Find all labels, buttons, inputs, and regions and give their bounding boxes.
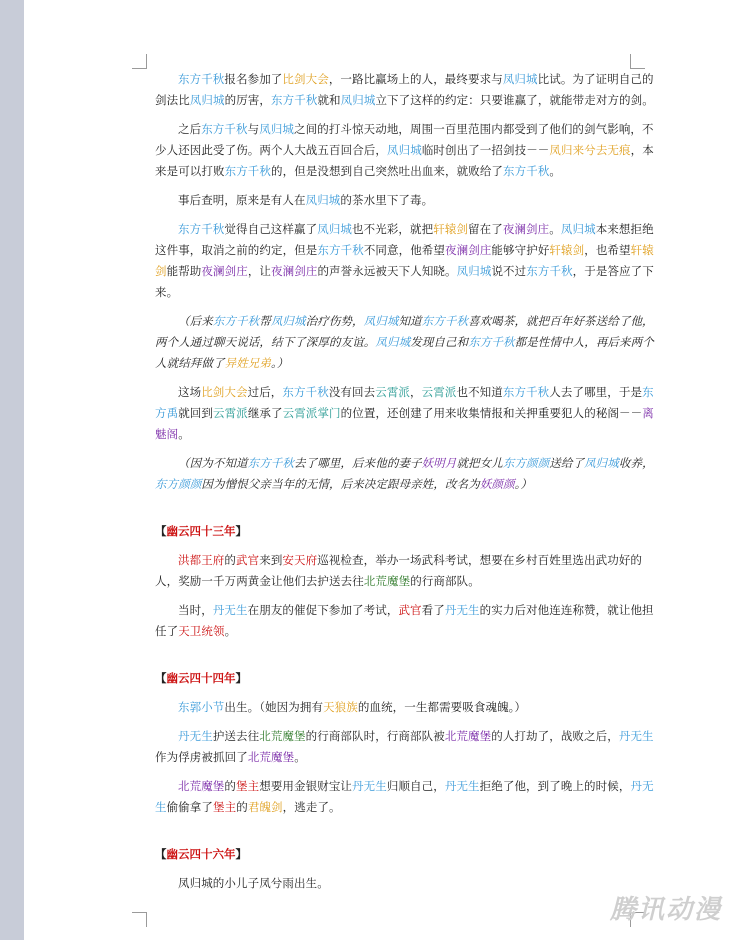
crop-mark-top-right [630, 54, 645, 69]
text-run: 】 [235, 524, 247, 538]
highlighted-term: 凤归城 [584, 456, 619, 470]
document-page [24, 0, 734, 940]
paragraph [155, 873, 655, 894]
text-run: 看了 [421, 603, 445, 617]
paragraph [155, 776, 655, 818]
highlighted-term: 洪都王府 [178, 553, 225, 567]
text-run: 送给了 [549, 456, 585, 470]
highlighted-term: 武官 [236, 553, 260, 567]
text-run: ，一路比赢场上的人，最终要求与 [328, 72, 503, 86]
highlighted-term: 北荒魔堡 [247, 750, 295, 764]
text-run: 【 [155, 847, 167, 861]
text-run: 的声誉永远被天下人知晓。 [317, 264, 457, 278]
paragraph [155, 550, 655, 592]
text-run: 想要用金银财宝让 [259, 779, 353, 793]
text-run: 能够守护好 [491, 243, 550, 257]
text-run: 去了哪里，后来他的妻子 [294, 456, 422, 470]
highlighted-term: 凤归城 [259, 122, 295, 136]
year-heading [155, 521, 655, 542]
highlighted-term: 东方千秋 [526, 264, 573, 278]
text-run: 之间的打斗惊天动地，周围一百里范围内都受到了他们的剑气影响，不少人还因此受了伤。两个人大战五百回合后， [155, 122, 654, 157]
text-run: 收养， [618, 456, 654, 470]
highlighted-term: 夜澜剑庄 [445, 243, 492, 257]
highlighted-term: 云霄派掌门 [282, 406, 341, 420]
paragraph [155, 600, 655, 642]
text-run: （因为不知道 [178, 456, 248, 470]
highlighted-term: 夜澜剑庄 [502, 222, 550, 236]
crop-mark-top-left [132, 54, 147, 69]
highlighted-term: 凤归城 [317, 222, 353, 236]
text-run: 的人打劫了，战败之后， [491, 729, 619, 743]
text-run: 的行商部队。 [410, 574, 480, 588]
text-run: 比试。为了证明自己的剑法比 [155, 72, 654, 107]
text-run: ， [410, 385, 422, 399]
highlighted-term: 异姓兄弟 [224, 356, 272, 370]
highlighted-term: 凤归城 [189, 93, 225, 107]
text-run: 能帮助 [166, 264, 202, 278]
text-run: 觉得自己这样赢了 [224, 222, 318, 236]
highlighted-term: 东方千秋 [502, 385, 550, 399]
crop-mark-bottom-left [132, 912, 147, 927]
paragraph [155, 119, 655, 182]
text-run: 出生。（ [224, 700, 266, 714]
text-run: 的位置，还创建了用来收集情报和关押重要犯人的秘阁－－ [340, 406, 643, 420]
highlighted-term: 堡主 [213, 800, 237, 814]
highlighted-term: 东郭小节 [178, 700, 225, 714]
highlighted-term: 东方千秋 [212, 314, 260, 328]
highlighted-term: 离魅阁 [155, 406, 654, 441]
text-run: 的 [224, 779, 237, 793]
highlighted-term: 东方禹 [155, 385, 654, 420]
highlighted-term: 幽云四十四年 [166, 671, 236, 685]
paragraph [155, 453, 655, 495]
text-run: 。） [514, 477, 533, 491]
year-heading [155, 844, 655, 865]
text-run: 知道 [398, 314, 422, 328]
highlighted-term: 东方千秋 [503, 164, 550, 178]
text-run: ，也希望 [584, 243, 631, 257]
text-run: 的行商部队时，行商部队被 [305, 729, 445, 743]
highlighted-term: 比剑大会 [282, 72, 329, 86]
text-run: 的血统，一生都需要吸食魂魄。） [357, 700, 527, 714]
highlighted-term: 天卫统领 [178, 624, 225, 638]
highlighted-term: 轩辕剑 [433, 222, 469, 236]
text-run: 】 [235, 671, 247, 685]
text-run: 拒绝了他，到了晚上的时候， [479, 779, 631, 793]
text-run: 的，但是没想到自己突然吐出血来，就败给了 [271, 164, 504, 178]
text-run: 作为俘虏被抓回了 [155, 750, 248, 764]
highlighted-term: 凤归城 [305, 193, 341, 207]
text-run: 事后查明，原来是有人在 [178, 193, 306, 207]
highlighted-term: 云霄派 [213, 406, 248, 420]
text-run: 的实力后对他连连称赞，就让他担任了 [155, 603, 654, 638]
paragraph [155, 69, 655, 111]
highlighted-term: 凤归城 [387, 143, 422, 157]
text-run: 与 [247, 122, 260, 136]
text-run: 就把女儿 [456, 456, 503, 470]
highlighted-term: 丹无生 [444, 603, 480, 617]
text-run: 立下了这样的约定：只要谁赢了，就能带走对方的剑。 [375, 93, 654, 107]
highlighted-term: 北荒魔堡 [259, 729, 306, 743]
text-run: 。 [294, 750, 306, 764]
text-run: 这场 [178, 385, 202, 399]
highlighted-term: 妖颜颜 [479, 477, 515, 491]
paragraph [155, 219, 655, 303]
text-run: 【 [155, 671, 167, 685]
text-run: 帮 [259, 314, 271, 328]
text-run: 护送去往 [212, 729, 260, 743]
text-run: ，于是答应了下来。 [155, 264, 654, 299]
text-run: 的茶水里下了毒。 [340, 193, 434, 207]
paragraph [155, 697, 655, 718]
text-run: 归顺自己， [386, 779, 445, 793]
text-run: 就和 [317, 93, 341, 107]
highlighted-term: 丹无生 [352, 779, 387, 793]
highlighted-term: 君魄剑 [247, 800, 283, 814]
text-run: 就回到 [178, 406, 214, 420]
highlighted-term: 夜澜剑庄 [271, 264, 318, 278]
text-run: 人去了哪里，于是 [549, 385, 643, 399]
highlighted-term: 东方千秋 [178, 222, 225, 236]
text-run: 也不光彩，就把 [352, 222, 434, 236]
text-run: 。） [271, 356, 289, 370]
text-run: 当时， [178, 603, 213, 617]
highlighted-term: 东方千秋 [282, 385, 329, 399]
highlighted-term: 轩辕剑 [155, 243, 654, 278]
text-run: 不同意，他希望 [363, 243, 446, 257]
highlighted-term: 比剑大会 [201, 385, 248, 399]
paragraph [155, 726, 655, 768]
highlighted-term: 凤归来兮去无痕 [549, 143, 631, 157]
highlighted-term: 天狼族 [323, 700, 358, 714]
text-run: ，让 [247, 264, 272, 278]
text-run: 的 [224, 553, 237, 567]
highlighted-term: 北荒魔堡 [178, 779, 225, 793]
highlighted-term: 堡主 [236, 779, 260, 793]
text-run: 她因为拥有 [265, 700, 324, 714]
text-run: 。 [178, 427, 190, 441]
year-heading [155, 668, 655, 689]
highlighted-term: 东方千秋 [468, 335, 515, 349]
highlighted-term: 丹无生 [618, 729, 654, 743]
text-run: 本来想拒绝这件事，取消之前的约定，但是 [155, 222, 654, 257]
highlighted-term: 武官 [398, 603, 422, 617]
document-body [155, 69, 655, 902]
text-run: 来到 [259, 553, 283, 567]
text-run: 报名参加了 [224, 72, 283, 86]
highlighted-term: 东方千秋 [247, 456, 295, 470]
highlighted-term: 云霄派 [375, 385, 411, 399]
highlighted-term: 安天府 [282, 553, 318, 567]
highlighted-term: 北荒魔堡 [444, 729, 492, 743]
highlighted-term: 丹无生 [444, 779, 480, 793]
text-run: 也不知道 [456, 385, 503, 399]
highlighted-term: 云霄派 [421, 385, 457, 399]
text-run: 巡视检查，举办一场武科考试，想要在乡村百姓里选出武功好的人，奖励一千万两黄金让他们去护送去往 [155, 553, 643, 588]
highlighted-term: 凤归城 [560, 222, 596, 236]
text-run: 临时创出了一招剑技－－ [421, 143, 550, 157]
text-run: 继承了 [247, 406, 283, 420]
highlighted-term: 轩辕剑 [549, 243, 585, 257]
text-run: 治疗伤势， [305, 314, 364, 328]
highlighted-term: 丹无生 [155, 779, 654, 814]
text-run: 之后 [178, 122, 202, 136]
highlighted-term: 凤归城 [456, 264, 492, 278]
highlighted-term: 东方千秋 [224, 164, 272, 178]
text-run: 说不过 [491, 264, 527, 278]
paragraph [155, 382, 655, 445]
text-run: 。 [549, 222, 561, 236]
text-run: 在朋友的催促下参加了考试， [247, 603, 399, 617]
text-run: 凤归城的小儿子凤兮雨出生。 [178, 876, 329, 890]
highlighted-term: 夜澜剑庄 [201, 264, 248, 278]
highlighted-term: 东方千秋 [317, 243, 364, 257]
highlighted-term: 东方千秋 [421, 314, 469, 328]
highlighted-term: 幽云四十三年 [166, 524, 236, 538]
highlighted-term: 北荒魔堡 [363, 574, 411, 588]
text-run: ，逃走了。 [282, 800, 341, 814]
highlighted-term: 东方颜颜 [155, 477, 202, 491]
text-run: 。 [224, 624, 237, 638]
highlighted-term: 东方千秋 [201, 122, 248, 136]
text-run: 。 [549, 164, 562, 178]
text-run: 】 [235, 847, 247, 861]
highlighted-term: 凤归城 [502, 72, 538, 86]
text-run: 发现自己和 [410, 335, 469, 349]
text-run: 偷偷拿了 [166, 800, 214, 814]
highlighted-term: 丹无生 [212, 603, 248, 617]
text-run: 的 [236, 800, 248, 814]
highlighted-term: 妖明月 [421, 456, 457, 470]
text-run: 【 [155, 524, 167, 538]
watermark-logo: 腾讯动漫 [609, 895, 722, 925]
highlighted-term: 东方颜颜 [502, 456, 550, 470]
text-run: 都是性情中人，再后来两个人就结拜做了 [155, 335, 654, 370]
highlighted-term: 丹无生 [178, 729, 213, 743]
highlighted-term: 凤归城 [270, 314, 306, 328]
text-run: （后来 [178, 314, 213, 328]
paragraph [155, 311, 655, 374]
highlighted-term: 凤归城 [363, 314, 399, 328]
text-run: 因为憎恨父亲当年的无情，后来决定跟母亲姓，改名为 [201, 477, 480, 491]
paragraph [155, 190, 655, 211]
highlighted-term: 凤归城 [340, 93, 376, 107]
highlighted-term: 东方千秋 [178, 72, 225, 86]
highlighted-term: 东方千秋 [271, 93, 318, 107]
text-run: 喜欢喝茶，就把百年好茶送给了他，两个人通过聊天说话，结下了深厚的友谊。 [155, 314, 654, 349]
text-run: 没有回去 [328, 385, 376, 399]
text-run: 过后， [247, 385, 283, 399]
text-run: 留在了 [468, 222, 503, 236]
text-run: 的厉害， [224, 93, 272, 107]
text-run: ，本来是可以打败 [155, 143, 654, 178]
highlighted-term: 凤归城 [375, 335, 411, 349]
highlighted-term: 幽云四十六年 [166, 847, 236, 861]
